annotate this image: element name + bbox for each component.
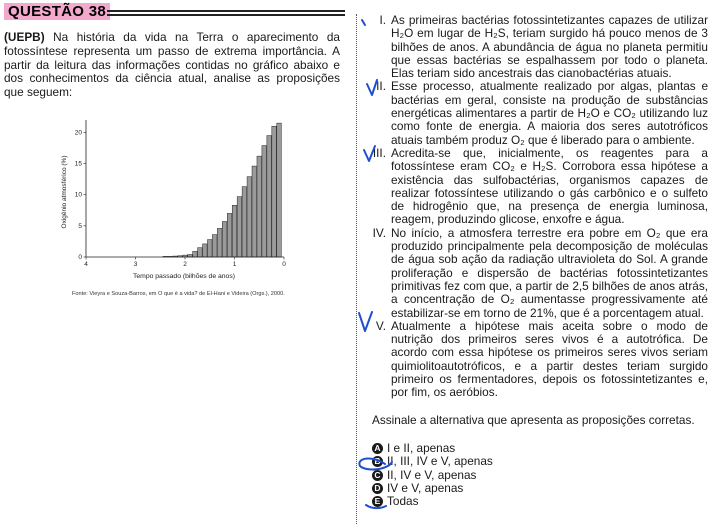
chart-bar	[277, 123, 282, 257]
x-tick-label: 4	[84, 261, 88, 268]
x-axis-label: Tempo passado (bilhões de anos)	[132, 273, 236, 280]
proposition-number: V.	[375, 318, 386, 333]
alternative-d[interactable]	[372, 482, 708, 495]
question-header	[4, 3, 345, 20]
proposition-3	[363, 147, 708, 227]
chart-bar	[242, 187, 247, 257]
y-tick-label: 0	[78, 254, 82, 261]
chart-bar	[207, 240, 212, 257]
x-ticks	[84, 257, 286, 268]
chart-source: Fonte: Vieyra e Souza-Barros, em O que é a vida? de El-Hani e Videira (Orgs.), 2000.	[72, 291, 285, 297]
x-tick-label: 0	[282, 261, 286, 268]
option-letter-badge: A	[372, 443, 383, 454]
question-title: QUESTÃO 38	[4, 3, 110, 20]
chart-bar	[212, 235, 217, 257]
alternative-text: I e II, apenas	[387, 440, 456, 455]
y-tick-label: 5	[78, 222, 82, 230]
propositions-column	[363, 14, 708, 508]
proposition-number: I.	[379, 13, 386, 27]
proposition-5	[363, 320, 708, 400]
chart-bar	[227, 213, 232, 257]
column-divider	[356, 14, 357, 524]
chart-bars	[163, 123, 281, 257]
proposition-text: Esse processo, atualmente realizado por algas, plantas e bactérias em geral, consiste na produção de substâncias energéticas alimentares a partir de H₂O e CO₂ utilizando luz como fonte de energia. A maioria dos seres autotróficos atuais também produz O₂ que é liberado para o ambiente.	[391, 79, 708, 147]
oxygen-chart	[56, 112, 296, 302]
chart-bar	[262, 146, 267, 257]
proposition-text: No início, a atmosfera terrestre era pobre em O₂ que era produzido principalmente pela decomposição de moléculas de água sob ação da radiação ultravioleta do Sol. A grande proliferação e dispersão de bactérias fotossintetizantes primitivas fez com que, a partir de 2,5 bilhões de anos atrás, a concentração de O₂ aumentasse progressivamente até estabilizar-se em torno de 21%, que é a porcentagem atual.	[391, 225, 708, 320]
proposition-4	[363, 227, 708, 320]
chart-bar	[272, 126, 277, 257]
header-rule-top	[107, 10, 345, 12]
alternative-e[interactable]	[372, 495, 708, 508]
x-tick-label: 2	[183, 261, 187, 268]
option-letter-badge: B	[372, 456, 383, 467]
chart-bar	[267, 136, 272, 257]
alternative-c[interactable]	[372, 469, 708, 482]
proposition-text: As primeiras bactérias fotossintetizantes capazes de utilizar H₂O em lugar de H₂S, teriam surgido há pouco menos de 3 bilhões de anos. A abundância de água no planeta permitiu que essas bactérias se espalhassem por todo o planeta. Elas teriam sido ancestrais das cianobactérias atuais.	[391, 13, 708, 81]
chart-bar	[247, 177, 252, 257]
alternative-text: IV e V, apenas	[387, 480, 464, 495]
y-tick-label: 15	[74, 160, 82, 168]
proposition-text: Acredita-se que, inicialmente, os reagentes para a fotossíntese eram CO₂ e H₂S. Corrobora essa hipótese a existência das sulfobactérias, organismos capazes de realizar fotossíntese utilizando o gás carbônico e o sulfeto de hidrogênio que, na presença de energia luminosa, reagem, produzindo glicose, enxofre e água.	[391, 145, 708, 227]
chart-bar	[222, 222, 227, 257]
alternatives-list	[372, 442, 708, 508]
option-letter-badge: E	[372, 496, 383, 507]
chart-bar	[193, 251, 198, 257]
answer-prompt: Assinale a alternativa que apresenta as proposições corretas.	[372, 412, 695, 427]
source-tag: (UEPB)	[4, 30, 45, 44]
alternative-text: II, IV e V, apenas	[387, 467, 477, 482]
alternative-text: II, III, IV e V, apenas	[387, 454, 493, 469]
chart-bar	[232, 205, 237, 257]
proposition-number: III.	[372, 145, 386, 160]
proposition-1	[363, 14, 708, 80]
chart-bar	[257, 156, 262, 257]
proposition-text: Atualmente a hipótese mais aceita sobre o modo de nutrição dos primeiros seres vivos é a autotrófica. De acordo com essa hipótese os primeiros seres vivos seriam quimiolitoautotróficos, e a partir destes teriam surgido primeiro os fermentadores, depois os fotossintetizantes e, por fim, os aeróbios.	[391, 318, 708, 400]
chart-bar	[237, 197, 242, 257]
chart-bar	[252, 166, 257, 257]
alternative-b[interactable]	[372, 455, 708, 468]
x-tick-label: 3	[133, 261, 138, 268]
alternative-a[interactable]	[372, 442, 708, 455]
y-tick-label: 10	[74, 191, 82, 199]
y-axis-label: Oxigênio atmosférico (%)	[61, 155, 68, 229]
x-tick-label: 1	[232, 261, 237, 268]
proposition-number: II.	[376, 79, 386, 94]
y-tick-label: 20	[74, 129, 82, 137]
alternative-text: Todas	[387, 494, 419, 509]
proposition-number: IV.	[372, 225, 386, 240]
chart-bar	[217, 228, 222, 257]
option-letter-badge: D	[372, 483, 383, 494]
chart-bar	[198, 248, 203, 257]
y-ticks	[75, 129, 86, 261]
question-intro	[4, 31, 340, 100]
proposition-2	[363, 80, 708, 146]
header-rule-bottom	[107, 14, 345, 16]
option-letter-badge: C	[372, 470, 383, 481]
intro-text: Na história da vida na Terra o aparecimento da fotossíntese representa um passo de extrema importância. A partir da leitura das informações contidas no gráfico abaixo e dos conhecimentos da ciência atual, analise as proposições que seguem:	[4, 30, 340, 100]
chart-bar	[203, 244, 208, 257]
